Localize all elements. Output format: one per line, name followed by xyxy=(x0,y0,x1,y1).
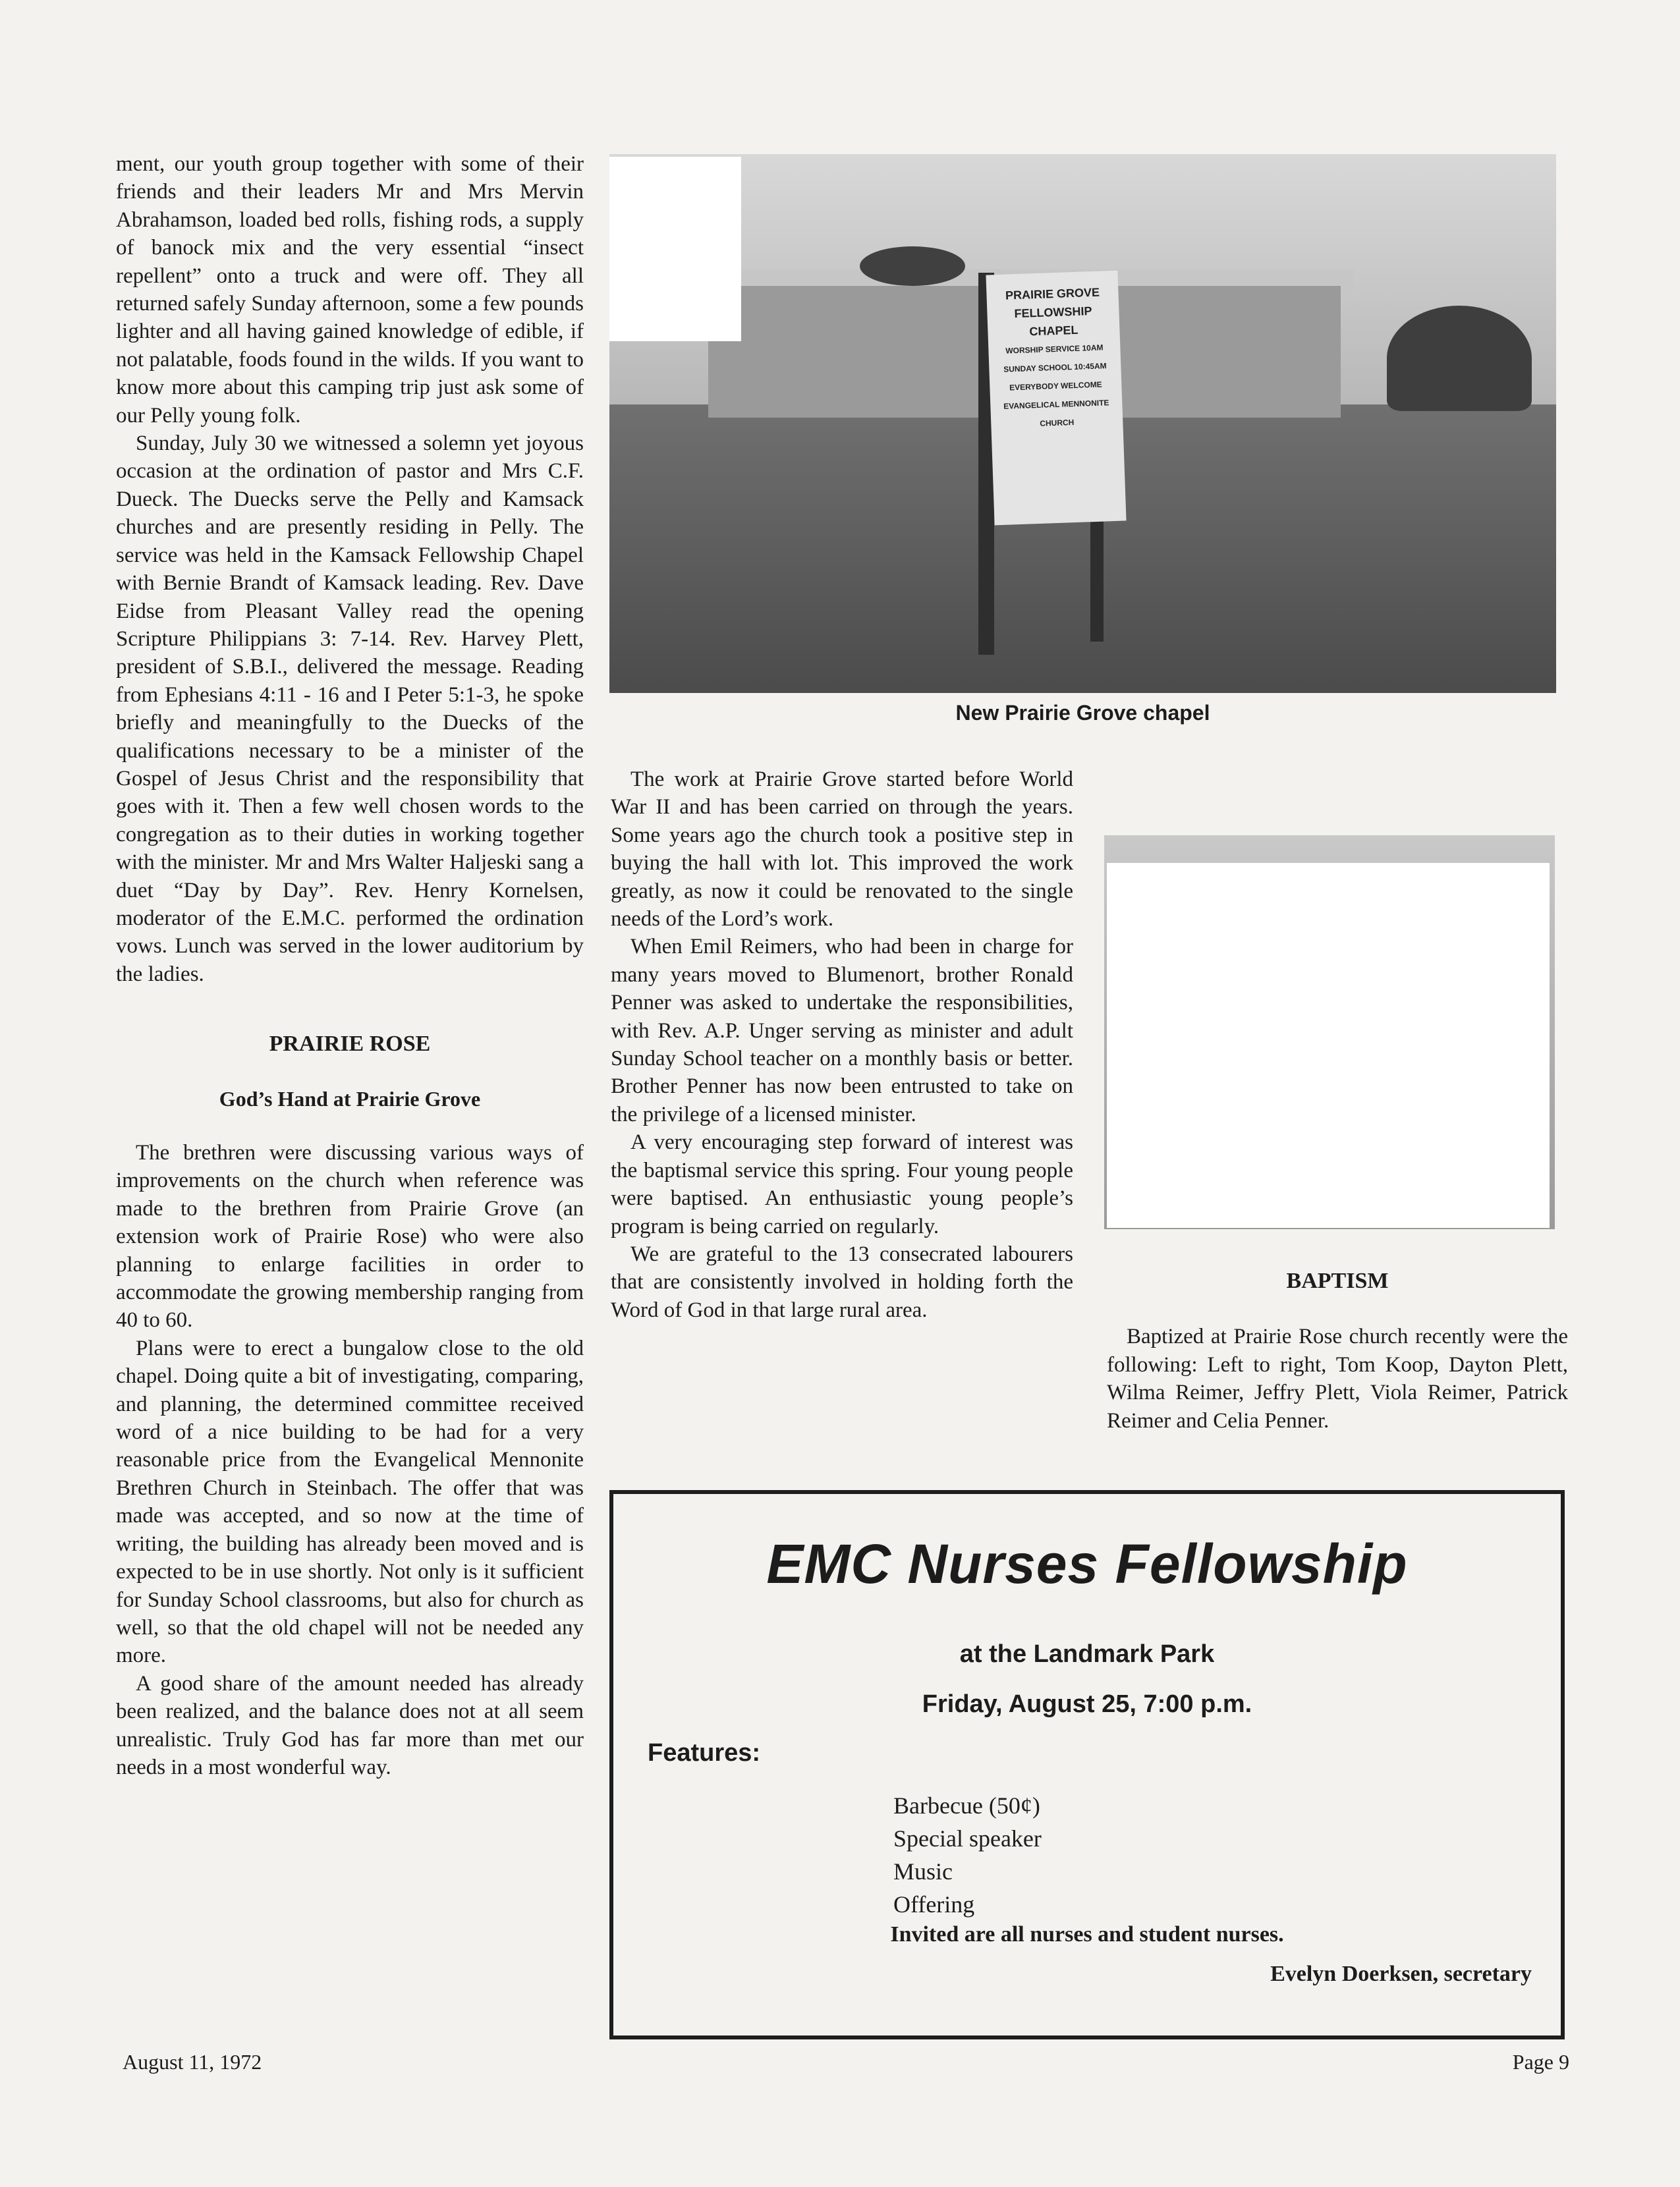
baptism-heading: BAPTISM xyxy=(1286,1269,1389,1293)
chapel-sign xyxy=(986,271,1126,526)
article-paragraph: When Emil Reimers, who had been in charge for many years moved to Blumenort, brother Ronald Penner was asked to undertake the responsibilities, with Rev. A.P. Unger serving as minister and adult Sunday School teacher on a monthly basis or better. Brother Penner has now been entrusted to take on the privilege of a licensed minister. xyxy=(611,935,1073,1126)
article-paragraph: The brethren were discussing various ways of improvements on the church when reference was made to the brethren from Prairie Grove (an extension work of Prairie Rose) who were also planning to enlarge facilities in order to accommodate the growing membership ranging from 40 to 60. xyxy=(116,1141,584,1333)
chapel-photo xyxy=(609,154,1556,693)
article-paragraph: ment, our youth group together with some of their friends and their leaders Mr and Mrs Mervin Abrahamson, loaded bed rolls, fishing rods, a supply of banock mix and the very essential “insect repellent” onto a truck and were off. They all returned safely Sunday afternoon, some a few pounds lighter and all having gained knowledge of edible, if not palatable, foods found in the wilds. If you want to know more about this camping trip just ask some of our Pelly young folk. xyxy=(116,152,584,428)
ad-feature-item: Barbecue (50¢) xyxy=(893,1792,1040,1819)
sign-line: CHAPEL xyxy=(1029,323,1078,339)
page-number: Page 9 xyxy=(1512,2050,1569,2074)
ad-venue: at the Landmark Park xyxy=(959,1640,1215,1668)
photo-tree xyxy=(1387,306,1532,411)
ad-feature-item: Music xyxy=(893,1858,953,1885)
redacted-area xyxy=(1107,863,1550,1228)
sign-line: PRAIRIE GROVE xyxy=(1005,285,1100,302)
middle-column xyxy=(611,765,1073,1324)
article-paragraph: A good share of the amount needed has already been realized, and the balance does not at all seem unrealistic. Truly God has far more than met our needs in a most wonderful way. xyxy=(116,1671,584,1779)
left-column xyxy=(116,150,584,1781)
article-paragraph: The work at Prairie Grove started before World War II and has been carried on through the years. Some years ago the church took a positive step in buying the hall with lot. This improved the work greatly, as now it could be renovated to the single needs of the Lord’s work. xyxy=(611,767,1073,931)
sign-line: FELLOWSHIP xyxy=(1014,304,1092,321)
ad-title: EMC Nurses Fellowship xyxy=(766,1533,1408,1595)
sign-line: SUNDAY SCHOOL 10:45AM xyxy=(1003,361,1107,374)
sign-line: EVERYBODY WELCOME xyxy=(1009,379,1102,393)
section-subheading: God’s Hand at Prairie Grove xyxy=(219,1086,481,1111)
ad-signature: Evelyn Doerksen, secretary xyxy=(1270,1962,1532,1986)
right-column xyxy=(1107,1267,1568,1435)
ad-feature-item: Offering xyxy=(893,1891,975,1918)
baptism-paragraph: Baptized at Prairie Rose church recently were the following: Left to right, Tom Koop, Dayton Plett, Wilma Reimer, Jeffry Plett, Viola Reimer, Patrick Reimer and Celia Penner. xyxy=(1107,1325,1568,1433)
article-paragraph: We are grateful to the 13 consecrated labourers that are consistently involved in holding forth the Word of God in that large rural area. xyxy=(611,1242,1073,1322)
section-heading: PRAIRIE ROSE xyxy=(269,1032,431,1057)
footer-date: August 11, 1972 xyxy=(123,2050,262,2074)
sign-line: WORSHIP SERVICE 10AM xyxy=(1005,343,1104,356)
photo-caption: New Prairie Grove chapel xyxy=(955,701,1210,725)
nurses-fellowship-ad xyxy=(609,1490,1565,2039)
ad-date: Friday, August 25, 7:00 p.m. xyxy=(922,1690,1252,1718)
photo-tree xyxy=(860,246,965,286)
baptism-photo xyxy=(1104,835,1555,1229)
ad-features-label: Features: xyxy=(648,1739,761,1767)
article-paragraph: Sunday, July 30 we witnessed a solemn yet joyous occasion at the ordination of pastor and Mrs C.F. Dueck. The Duecks serve the Pelly and Kamsack churches and are presently residing in Pelly. The service was held in the Kamsack Fellowship Chapel with Bernie Brandt of Kamsack leading. Rev. Dave Eidse from Pleasant Valley read the opening Scripture Philippians 3: 7-14. Rev. Harvey Plett, president of S.B.I., delivered the message. Reading from Ephesians 4:11 - 16 and I Peter 5:1-3, he spoke briefly and meaningfully to the Duecks of the qualifications necessary to be a minister of the Gospel of Jesus Christ and the responsibility that goes with it. Then a few well chosen words to the congregation as to their duties in working together with the minister. Mr and Mrs Walter Haljeski sang a duet “Day by Day”. Rev. Henry Kornelsen, moderator of the E.M.C. performed the ordination vows. Lunch was served in the lower auditorium by the ladies. xyxy=(116,431,584,986)
article-paragraph: Plans were to erect a bungalow close to the old chapel. Doing quite a bit of investigating, comparing, and planning, the determined committee received word of a nice building to be had for a very reasonable price from the Evangelical Mennonite Brethren Church in Steinbach. The offer that was made was accepted, and so now at the time of writing, the building has already been moved and is expected to be in use shortly. Not only is it sufficient for Sunday School classrooms, but also for church as well, so that the old chapel will not be needed any more. xyxy=(116,1336,584,1668)
ad-feature-item: Special speaker xyxy=(893,1825,1042,1852)
article-paragraph: A very encouraging step forward of interest was the baptismal service this spring. Four young people were baptised. An enthusiastic young people’s program is being carried on regularly. xyxy=(611,1130,1073,1238)
ad-features-list xyxy=(893,1789,1042,1921)
ad-invite: Invited are all nurses and student nurses. xyxy=(890,1922,1284,1947)
sign-line: EVANGELICAL MENNONITE CHURCH xyxy=(1003,398,1109,428)
redacted-area xyxy=(609,157,741,341)
